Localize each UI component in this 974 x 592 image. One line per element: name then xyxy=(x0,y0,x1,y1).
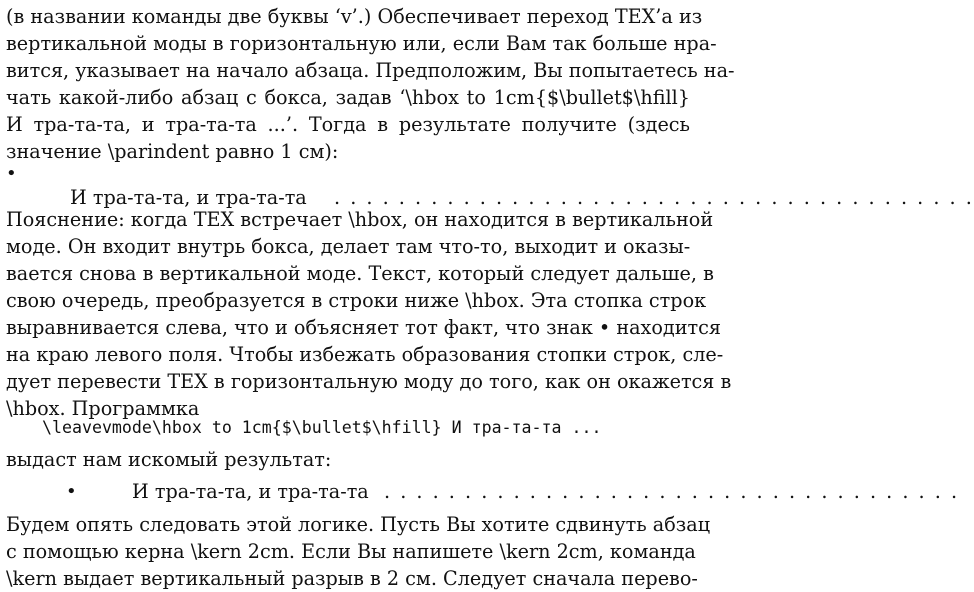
text-line: И тра-та-та, и тра-та-та ...’. Тогда в результате получите (здесь xyxy=(6,113,690,136)
text-line: дует перевести TEX в горизонтальную моду до того, как он окажется в xyxy=(6,370,732,393)
text-line: значение \parindent равно 1 см): xyxy=(6,140,339,163)
bullet-mark: • xyxy=(66,481,77,502)
text-line: вается снова в вертикальной моде. Текст, который следует дальше, в xyxy=(6,262,714,285)
example-text: И тра-та-та, и тра-та-та xyxy=(132,480,369,503)
text-line: Пояснение: когда TEX встречает \hbox, он находится в вертикальной xyxy=(6,208,714,231)
example-text: И тра-та-та, и тра-та-та xyxy=(70,186,307,209)
text-line: (в названии команды две буквы ‘v’.) Обеспечивает переход TEX’а из xyxy=(6,5,703,28)
text-line: чать какой-либо абзац с бокса, задав ‘\hbox to 1cm{$\bullet$\hfill} xyxy=(6,86,690,109)
dot-leaders: . . . . . . . . . . . . . . . . . . . . . . . . . . . . . . . . . . . . xyxy=(384,480,960,503)
text-line: вертикальной моды в горизонтальную или, если Вам так больше нра- xyxy=(6,32,717,55)
text-line: вится, указывает на начало абзаца. Предположим, Вы попытаетесь на- xyxy=(6,59,735,82)
text-line-cut: \kern выдает вертикальный разрыв в 2 см. Следует сначала перево- xyxy=(6,567,698,590)
text-line: \hbox. Программка xyxy=(6,397,200,420)
text-line: на краю левого поля. Чтобы избежать образования стопки строк, сле- xyxy=(6,343,724,366)
text-line: выдаст нам искомый результат: xyxy=(6,448,332,471)
dot-leaders: . . . . . . . . . . . . . . . . . . . . . . . . . . . . . . . . . . . . . . . . xyxy=(334,186,974,209)
text-line: с помощью керна \kern 2cm. Если Вы напишете \kern 2cm, команда xyxy=(6,540,696,563)
code-line: \leavevmode\hbox to 1cm{$\bullet$\hfill} И тра-та-та ... xyxy=(42,418,602,437)
text-line: свою очередь, преобразуется в строки ниже \hbox. Эта стопка строк xyxy=(6,289,707,312)
text-line: моде. Он входит внутрь бокса, делает там что-то, выходит и оказы- xyxy=(6,235,691,258)
text-line: Будем опять следовать этой логике. Пусть Вы хотите сдвинуть абзац xyxy=(6,513,711,536)
text-line: выравнивается слева, что и объясняет тот факт, что знак • находится xyxy=(6,316,721,339)
bullet-mark: • xyxy=(6,163,17,184)
